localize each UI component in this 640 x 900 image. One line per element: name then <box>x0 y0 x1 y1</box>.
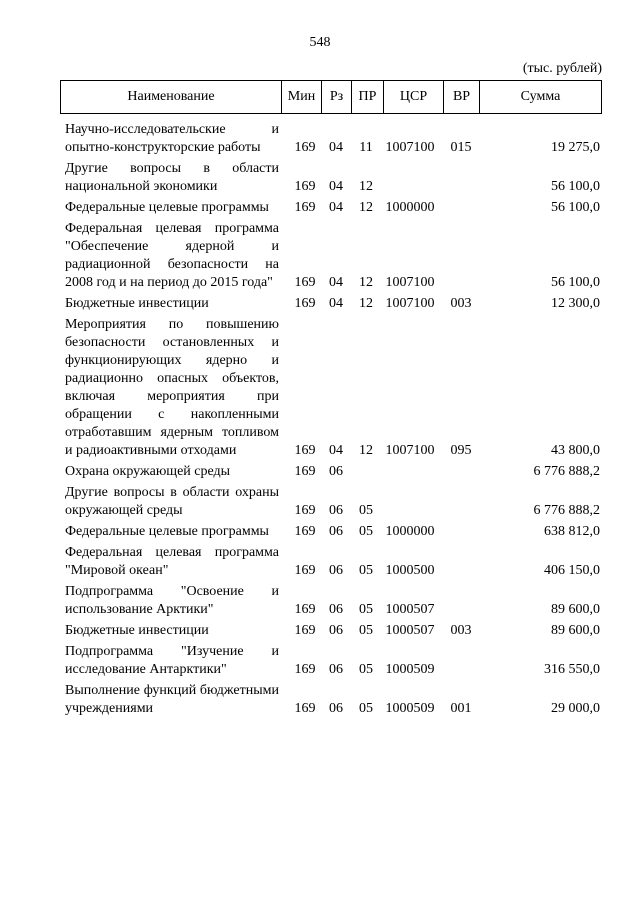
row-sum: 56 100,0 <box>551 200 600 215</box>
header-sum: Сумма <box>479 81 601 113</box>
row-csr: 1000500 <box>385 563 435 578</box>
row-name: Федеральные целевые программы <box>65 200 269 215</box>
row-min: 169 <box>294 503 316 518</box>
row-pr: 12 <box>359 179 373 194</box>
row-min: 169 <box>294 602 316 617</box>
table-row <box>60 643 602 679</box>
row-csr <box>380 463 440 481</box>
row-rz: 06 <box>329 602 343 617</box>
row-rz: 06 <box>329 701 343 716</box>
row-name: Мероприятия по повышению безопасности остановленных и функционирующих ядерно и радиационно опасных объектов, включая мероприятия при обращении с накопленными отработавшим ядерным топливом и радиоактивными отходами <box>65 317 279 458</box>
table-row <box>60 160 602 196</box>
row-csr: 1007100 <box>385 296 435 311</box>
row-rz: 04 <box>329 179 343 194</box>
row-sum: 29 000,0 <box>551 701 600 716</box>
header-name: Наименование <box>127 89 215 104</box>
row-rz: 04 <box>329 296 343 311</box>
row-sum: 43 800,0 <box>551 443 600 458</box>
units-label: (тыс. рублей) <box>522 61 602 76</box>
row-pr: 11 <box>359 140 373 155</box>
header-vr: ВР <box>443 81 479 113</box>
table-body <box>60 121 602 721</box>
row-rz: 06 <box>329 503 343 518</box>
row-min: 169 <box>294 275 316 290</box>
row-pr: 05 <box>359 623 373 638</box>
table-row <box>60 682 602 718</box>
page-number: 548 <box>309 35 331 50</box>
row-min: 169 <box>294 524 316 539</box>
table-row <box>60 544 602 580</box>
table-row <box>60 295 602 313</box>
row-sum: 89 600,0 <box>551 602 600 617</box>
row-rz: 04 <box>329 200 343 215</box>
row-pr <box>351 463 381 481</box>
table-row <box>60 220 602 292</box>
header-rz: Рз <box>321 81 351 113</box>
row-vr: 003 <box>450 296 472 311</box>
row-vr: 003 <box>450 623 472 638</box>
row-pr: 05 <box>359 701 373 716</box>
row-sum: 89 600,0 <box>551 623 600 638</box>
row-name: Другие вопросы в области охраны окружающей среды <box>65 485 279 518</box>
row-rz: 04 <box>329 443 343 458</box>
row-name: Охрана окружающей среды <box>65 464 231 479</box>
row-name: Выполнение функций бюджетными учреждениями <box>65 683 279 716</box>
row-pr: 05 <box>359 503 373 518</box>
row-vr <box>444 523 478 541</box>
table-row <box>60 463 602 481</box>
row-rz: 06 <box>329 563 343 578</box>
row-pr: 12 <box>359 296 373 311</box>
row-min: 169 <box>294 701 316 716</box>
row-pr: 05 <box>359 524 373 539</box>
table-header <box>60 80 602 114</box>
row-sum: 6 776 888,2 <box>533 503 600 518</box>
row-sum: 316 550,0 <box>544 662 600 677</box>
row-vr: 015 <box>450 140 472 155</box>
table-row <box>60 121 602 157</box>
row-csr: 1000507 <box>385 623 435 638</box>
table-row <box>60 622 602 640</box>
row-min: 169 <box>294 179 316 194</box>
row-rz: 04 <box>329 140 343 155</box>
row-sum: 638 812,0 <box>544 524 600 539</box>
header-pr: ПР <box>351 81 383 113</box>
row-rz: 06 <box>329 464 343 479</box>
row-min: 169 <box>294 623 316 638</box>
row-pr: 12 <box>359 443 373 458</box>
row-csr: 1007100 <box>385 275 435 290</box>
table-row <box>60 523 602 541</box>
row-csr <box>380 178 440 196</box>
table-row <box>60 199 602 217</box>
row-vr <box>444 502 478 520</box>
row-vr <box>444 463 478 481</box>
row-csr: 1007100 <box>385 140 435 155</box>
row-min: 169 <box>294 464 316 479</box>
row-name: Федеральная целевая программа "Мировой океан" <box>65 545 279 578</box>
table-row <box>60 583 602 619</box>
row-vr <box>444 199 478 217</box>
row-sum: 12 300,0 <box>551 296 600 311</box>
row-vr <box>444 274 478 292</box>
row-min: 169 <box>294 563 316 578</box>
row-csr: 1000507 <box>385 602 435 617</box>
row-min: 169 <box>294 140 316 155</box>
row-rz: 06 <box>329 662 343 677</box>
row-vr: 001 <box>450 701 472 716</box>
row-vr: 095 <box>450 443 472 458</box>
row-name: Федеральные целевые программы <box>65 524 269 539</box>
row-min: 169 <box>294 296 316 311</box>
row-pr: 12 <box>359 200 373 215</box>
row-rz: 06 <box>329 524 343 539</box>
row-rz: 06 <box>329 623 343 638</box>
row-sum: 6 776 888,2 <box>533 464 600 479</box>
row-name: Бюджетные инвестиции <box>65 623 209 638</box>
header-min: Мин <box>281 81 321 113</box>
row-pr: 05 <box>359 563 373 578</box>
row-pr: 05 <box>359 662 373 677</box>
row-sum: 56 100,0 <box>551 275 600 290</box>
row-rz: 04 <box>329 275 343 290</box>
row-pr: 05 <box>359 602 373 617</box>
row-min: 169 <box>294 200 316 215</box>
row-pr: 12 <box>359 275 373 290</box>
row-csr: 1000000 <box>385 200 435 215</box>
row-name: Подпрограмма "Освоение и использование Арктики" <box>65 584 279 617</box>
row-csr: 1000509 <box>385 662 435 677</box>
table-row <box>60 316 602 460</box>
row-name: Федеральная целевая программа "Обеспечение ядерной и радиационной безопасности на 2008 год и на период до 2015 года" <box>65 221 279 290</box>
row-name: Подпрограмма "Изучение и исследование Антарктики" <box>65 644 279 677</box>
row-sum: 19 275,0 <box>551 140 600 155</box>
row-vr <box>444 178 478 196</box>
row-csr: 1000000 <box>385 524 435 539</box>
row-name: Научно-исследовательские и опытно-конструкторские работы <box>65 122 279 155</box>
row-csr <box>380 502 440 520</box>
row-vr <box>444 601 478 619</box>
row-min: 169 <box>294 662 316 677</box>
header-csr: ЦСР <box>383 81 443 113</box>
row-min: 169 <box>294 443 316 458</box>
row-vr <box>444 661 478 679</box>
row-csr: 1007100 <box>385 443 435 458</box>
table-row <box>60 484 602 520</box>
row-vr <box>444 562 478 580</box>
row-csr: 1000509 <box>385 701 435 716</box>
row-name: Другие вопросы в области национальной экономики <box>65 161 279 194</box>
row-sum: 56 100,0 <box>551 179 600 194</box>
row-name: Бюджетные инвестиции <box>65 296 209 311</box>
row-sum: 406 150,0 <box>544 563 600 578</box>
